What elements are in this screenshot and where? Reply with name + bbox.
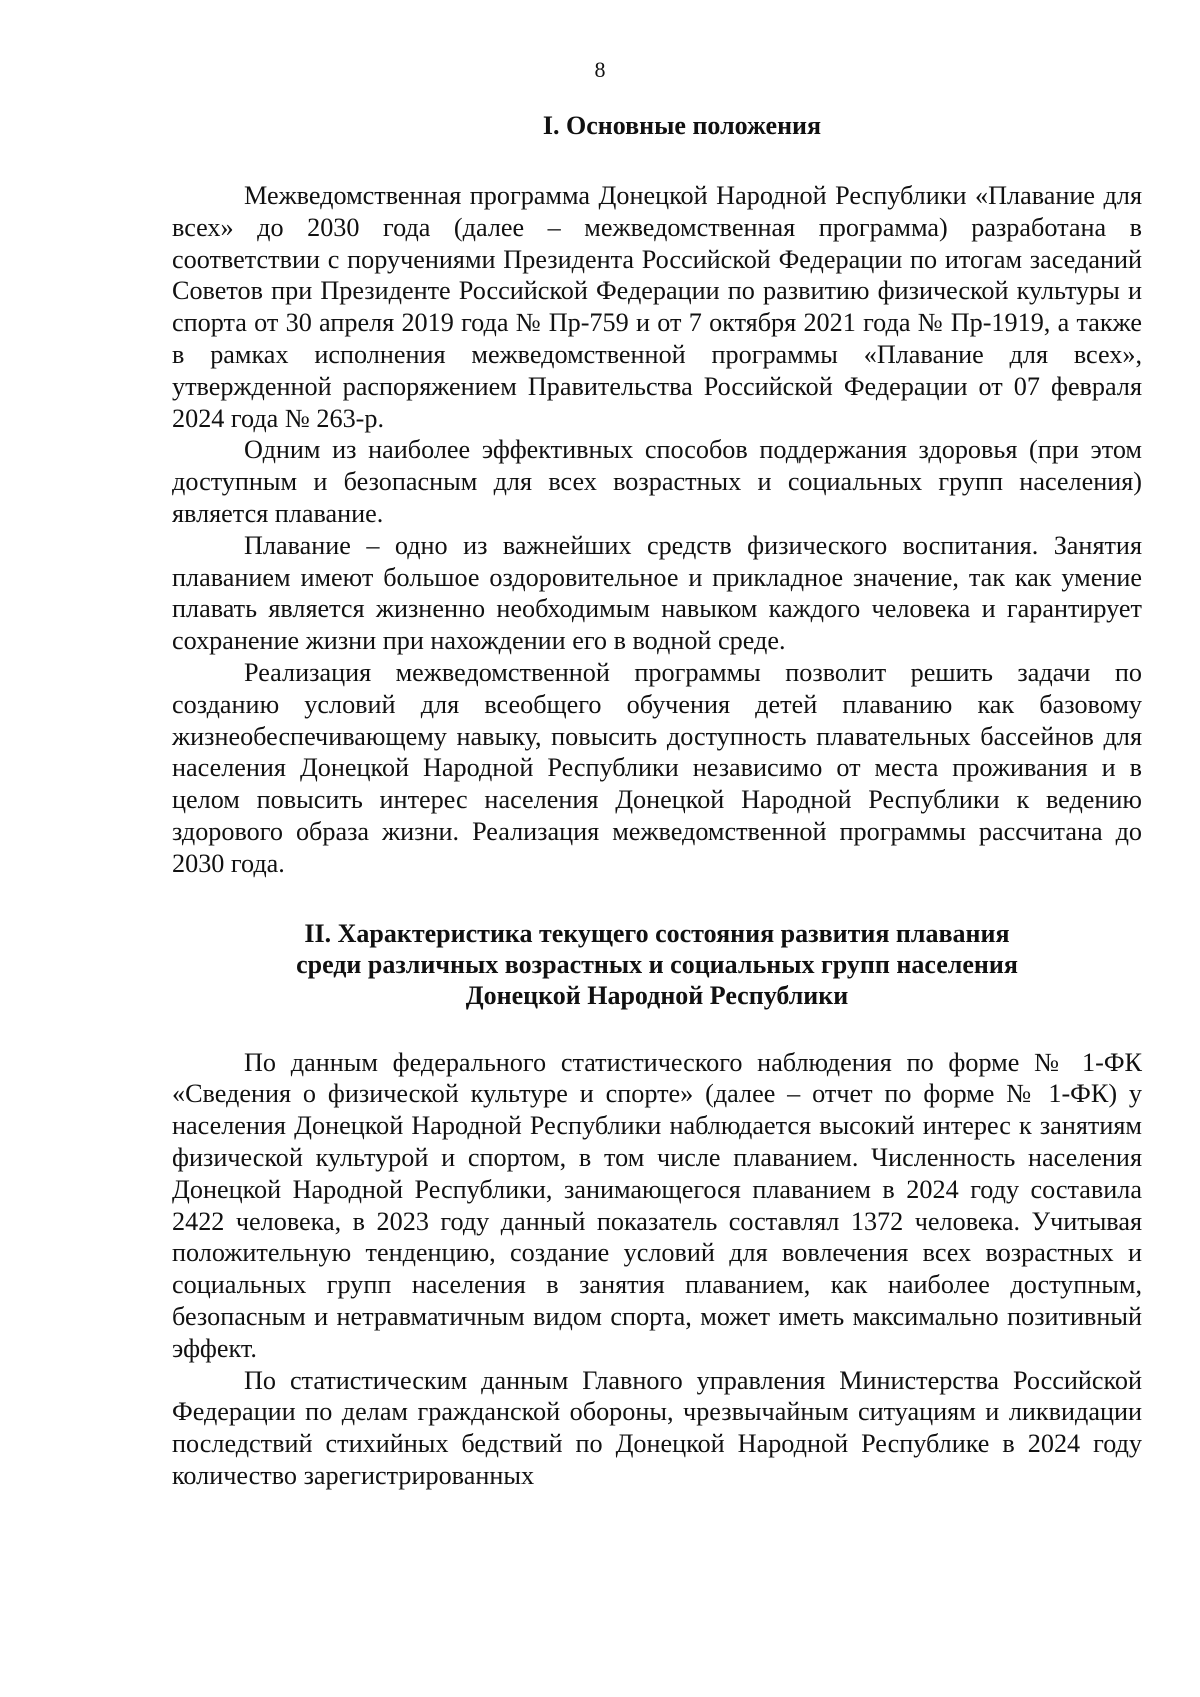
section-2-heading-line-1: II. Характеристика текущего состояния развития плавания xyxy=(304,918,1010,948)
section-2-paragraph-1: По данным федерального статистического наблюдения по форме № 1-ФК «Сведения о физической культуре и спорте» (далее – отчет по форме № 1-ФК) у населения Донецкой Народной Республики наблюдается высокий интерес к занятиям физической культурой и спортом, в том числе плаванием. Численность населения Донецкой Народной Республики, занимающегося плаванием в 2024 году составила 2422 человека, в 2023 году данный показатель составлял 1372 человека. Учитывая положительную тенденцию, создание условий для вовлечения всех возрастных и социальных групп населения в занятия плаванием, как наиболее доступным, безопасным и нетравматичным видом спорта, может иметь максимально позитивный эффект. xyxy=(172,1047,1142,1363)
section-2-heading xyxy=(172,918,1142,1011)
section-2-heading-line-3: Донецкой Народной Республики xyxy=(465,980,849,1010)
section-1-paragraph-1: Межведомственная программа Донецкой Народной Республики «Плавание для всех» до 2030 года (далее – межведомственная программа) разработана в соответствии с поручениями Президента Российской Федерации по итогам заседаний Советов при Президенте Российской Федерации по развитию физической культуры и спорта от 30 апреля 2019 года № Пр-759 и от 7 октября 2021 года № Пр-1919, а также в рамках исполнения межведомственной программы «Плавание для всех», утвержденной распоряжением Правительства Российской Федерации от 07 февраля 2024 года № 263-р. xyxy=(172,181,1142,433)
section-1-paragraph-4: Реализация межведомственной программы позволит решить задачи по созданию условий для всеобщего обучения детей плаванию как базовому жизнеобеспечивающему навыку, повысить доступность плавательных бассейнов для населения Донецкой Народной Республики независимо от места проживания и в целом повысить интерес населения Донецкой Народной Республики к ведению здорового образа жизни. Реализация межведомственной программы рассчитана до 2030 года. xyxy=(172,657,1142,878)
section-1-paragraph-2: Одним из наиболее эффективных способов поддержания здоровья (при этом доступным и безопасным для всех возрастных и социальных групп населения) является плавание. xyxy=(172,435,1142,528)
document-body xyxy=(172,110,1142,1492)
section-1-heading: I. Основные положения xyxy=(542,111,822,140)
section-2-paragraph-2: По статистическим данным Главного управления Министерства Российской Федерации по делам гражданской обороны, чрезвычайным ситуациям и ликвидации последствий стихийных бедствий по Донецкой Народной Республике в 2024 году количество зарегистрированных xyxy=(172,1365,1142,1490)
page-number: 8 xyxy=(594,57,606,82)
section-1-paragraph-3: Плавание – одно из важнейших средств физического воспитания. Занятия плаванием имеют большое оздоровительное и прикладное значение, так как умение плавать является жизненно необходимым навыком каждого человека и гарантирует сохранение жизни при нахождении его в водной среде. xyxy=(172,530,1142,656)
section-2-heading-line-2: среди различных возрастных и социальных групп населения xyxy=(296,949,1018,979)
